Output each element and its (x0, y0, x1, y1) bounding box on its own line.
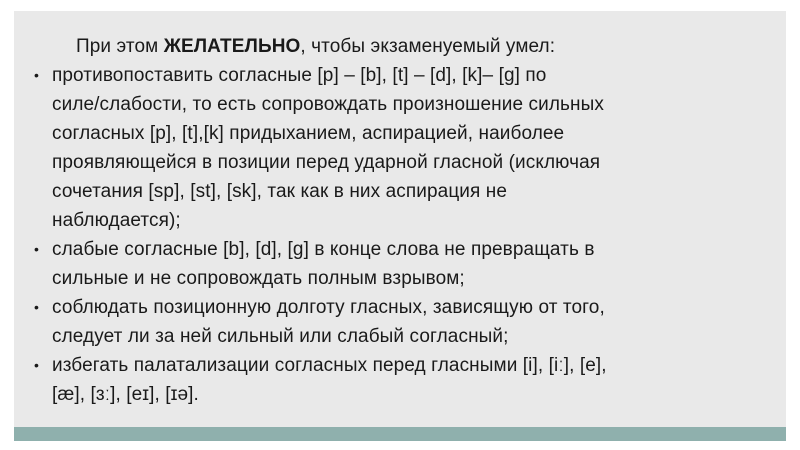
bullet-line: соблюдать позиционную долготу гласных, зависящую от того, (52, 297, 605, 318)
bullet-line: проявляющейся в позиции перед ударной гласной (исключая (52, 152, 601, 173)
bullet-item-vowel-length (30, 293, 770, 351)
intro-emphasis: ЖЕЛАТЕЛЬНО (163, 36, 301, 57)
bullet-line: избегать палатализации согласных перед гласными [i], [iː], [e], (52, 355, 607, 376)
bullet-marker: • (34, 357, 40, 373)
bullet-marker: • (34, 67, 40, 83)
intro-line (30, 32, 770, 61)
bullet-item-aspiration (30, 61, 770, 235)
bottom-accent-bar (14, 427, 786, 441)
bullet-line: силе/слабости, то есть сопровождать произношение сильных (52, 94, 604, 115)
bullet-line: сильные и не сопровождать полным взрывом; (52, 268, 465, 289)
bullet-marker: • (34, 299, 40, 315)
slide-content (30, 32, 770, 409)
bullet-line: слабые согласные [b], [d], [g] в конце слова не превращать в (52, 239, 595, 260)
bullet-line: следует ли за ней сильный или слабый согласный; (52, 326, 509, 347)
bullet-line: противопоставить согласные [p] – [b], [t] – [d], [k]– [g] по (52, 65, 547, 86)
bullet-line: наблюдается); (52, 210, 181, 231)
intro-suffix: , чтобы экзаменуемый умел: (300, 36, 556, 57)
bullet-line: согласных [p], [t],[k] придыханием, аспирацией, наиболее (52, 123, 565, 144)
bullet-item-palatalization (30, 351, 770, 409)
bullet-item-final-consonants (30, 235, 770, 293)
bullet-line: сочетания [sp], [st], [sk], так как в них аспирация не (52, 181, 508, 202)
bullet-marker: • (34, 241, 40, 257)
bullet-line: [æ], [ɜː], [eɪ], [ɪə]. (52, 384, 199, 405)
intro-prefix: При этом (76, 36, 164, 57)
